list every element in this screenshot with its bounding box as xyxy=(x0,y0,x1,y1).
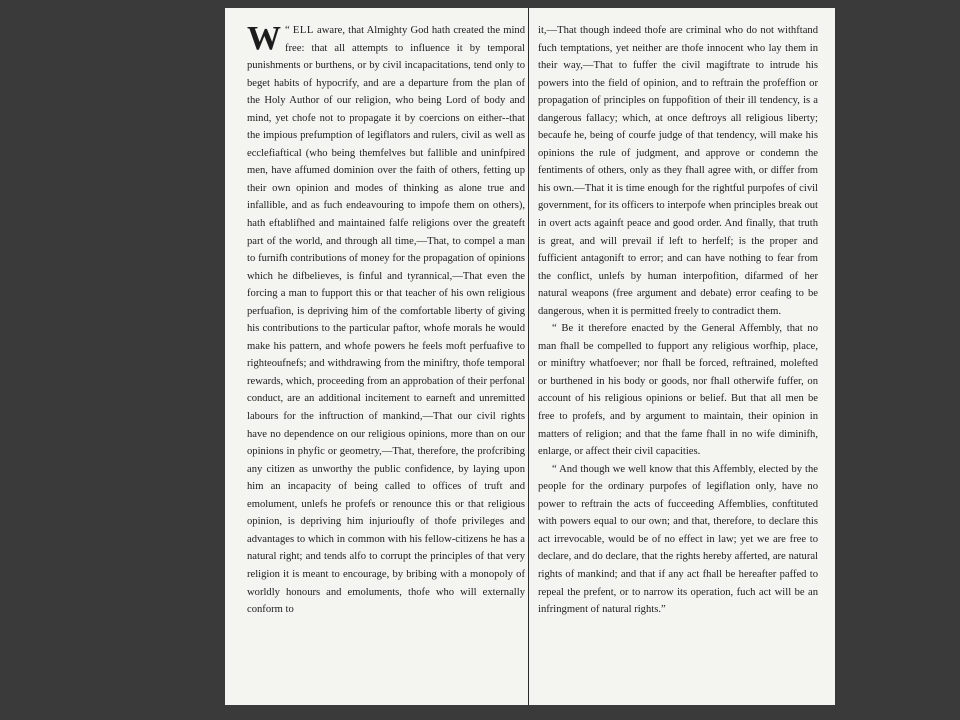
left-column xyxy=(247,22,525,697)
right-paragraph-1: it,—That though indeed thofe are criminal who do not withftand fuch temptations, yet neither are thofe innocent who lay them in their way,—That to fuffer the civil magiftrate to intrude his powers into the field of opinion, and to reftrain the profeffion or propagation of principles on fuppofition of their ill tendency, is a dangerous fallacy; which, at once deftroys all religious liberty; becaufe he, being of courfe judge of that tendency, will make his opinions the rule of judgment, and approve or condemn the fentiments of others, only as they fhall agree with, or differ from his own.—That it is time enough for the rightful purpofes of civil government, for its officers to interpofe when principles break out in overt acts againft peace and good order. And finally, that truth is great, and will prevail if left to herfelf; is the proper and fufficient antagonift to error; and can have nothing to fear from the conflict, unlefs by human interpofition, difarmed of her natural weapons (free argument and debate) error ceafing to be dangerous, when it is permitted freely to contradict them. xyxy=(538,25,818,317)
left-paragraph xyxy=(247,22,525,619)
drop-cap: W xyxy=(247,22,281,57)
right-paragraph-2: “ Be it therefore enacted by the General Affembly, that no man fhall be compelled to fupport any religious worfhip, place, or miniftry whatfoever; nor fhall be forced, reftrained, molefted or burthened in his body or goods, nor fhall otherwife fuffer, on account of his religious opinions or belief. But that all men be free to profefs, and by argument to maintain, their opinion in matters of religion; and that the fame fhall in no wife diminifh, enlarge, or affect their civil capacities. xyxy=(538,323,818,458)
left-body-text: aware, that Almighty God hath created the mind free: that all attempts to influence it by temporal punishments or burthens, or by civil incapacitations, tend only to beget habits of hypocrify, and are a departure from the plan of the Holy Author of our religion, who being Lord of body and mind, yet chofe not to propagate it by coercions on either--that the impious prefumption of legiflators and rulers, civil as well as ecclefiaftical (who being themfelves but fallible and uninfpired men, have affumed dominion over the faith of others, fetting up their own opinion and modes of thinking as alone true and infallible, and as fuch endeavouring to impofe them on others), hath eftablifhed and maintained falfe religions over the greateft part of the world, and through all time,—That, to compel a man to furnifh contributions of money for the propagation of opinions which he difbelieves, is finful and tyrannical,—That even the forcing a man to fupport this or that teacher of his own religious perfuafion, is depriving him of the comfortable liberty of giving his contributions to the particular paftor, whofe morals he would make his pattern, and whofe powers he feels moft perfuafive to righteoufnefs; and withdrawing from the miniftry, thofe temporal rewards, which, proceeding from an approbation of their perfonal conduct, are an additional incitement to earneft and unremitted labours for the inftruction of mankind,—That our civil rights have no dependence on our religious opinions, more than on our opinions in phyfic or geometry,—That, therefore, the profcribing any citizen as unworthy the public confidence, by laying upon him an incapacity of being called to offices of truft and emolument, unlefs he profefs or renounce this or that religious opinion, is depriving him injurioufly of thofe privileges and advantages to which in common with his fellow-citizens he has a natural right; and tends alfo to corrupt the principles of that very religion it is meant to encourage, by bribing with a monopoly of worldly honours and emoluments, thofe who will externally conform to xyxy=(247,25,525,616)
first-word-rest: ELL xyxy=(292,25,314,36)
right-paragraph-3: “ And though we well know that this Affembly, elected by the people for the ordinary purpofes of legiflation only, have no power to reftrain the acts of fucceeding Affemblies, conftituted with powers equal to our own; and that, therefore, to declare this act irrevocable, would be of no effect in law; yet we are free to declare, and do declare, that the rights hereby afferted, are natural rights of mankind; and that if any act fhall be hereafter paffed to repeal the prefent, or to narrow its operation, fuch act will be an infringment of natural rights.” xyxy=(538,463,818,616)
column-divider xyxy=(528,8,529,705)
document-page xyxy=(225,8,835,705)
opening-quote: “ xyxy=(285,25,290,36)
right-column xyxy=(538,22,818,697)
